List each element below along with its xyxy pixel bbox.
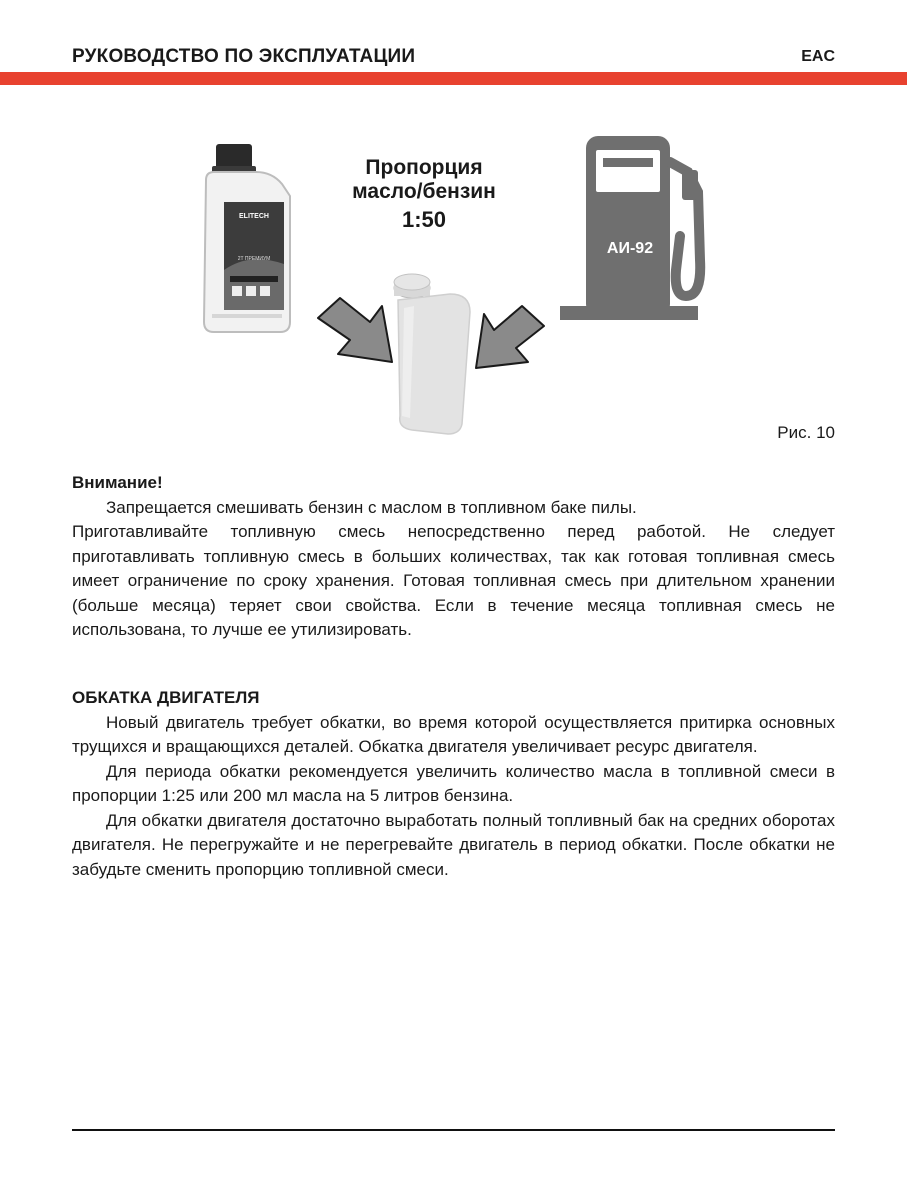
figure-caption: Рис. 10	[777, 423, 835, 442]
attention-heading: Внимание!	[72, 473, 163, 492]
footer-divider	[72, 1129, 835, 1131]
oil-bottle-product: 2Т ПРЕМИУМ	[237, 256, 271, 262]
attention-paragraph: Приготавливайте топливную смесь непосредственно перед работой. Не следует приготавливать топливную смесь в больших количествах, так как готовая топливная смесь имеет ограничение по сроку хранения. Готовая топливная смесь при длительном хранении (больше месяца) теряет свои свойства. Если в течение месяца топливная смесь не использована, то лучше ее утилизировать.	[72, 522, 835, 639]
pump-fuel-grade: АИ-92	[606, 240, 654, 257]
attention-section	[72, 471, 835, 643]
arrow-icon	[318, 298, 392, 362]
eac-mark: EAC	[801, 48, 835, 65]
attention-paragraph: Запрещается смешивать бензин с маслом в топливном баке пилы.	[106, 497, 637, 517]
fuel-mix-figure	[0, 100, 907, 440]
header-accent-bar	[0, 72, 907, 85]
canister-icon	[394, 274, 470, 434]
header-title: РУКОВОДСТВО ПО ЭКСПЛУАТАЦИИ	[72, 46, 416, 67]
break-in-heading: ОБКАТКА ДВИГАТЕЛЯ	[72, 688, 260, 707]
arrow-icon	[476, 306, 544, 368]
break-in-paragraph: Для обкатки двигателя достаточно выработать полный топливный бак на средних оборотах двигателя. Не перегружайте и не перегревайте двигатель в период обкатки. После обкатки не забудьте сменить пропорцию топливной смеси.	[72, 810, 835, 879]
break-in-paragraph: Новый двигатель требует обкатки, во время которой осуществляется притирка основных трущихся и вращающихся деталей. Обкатка двигателя увеличивает ресурс двигателя.	[72, 712, 835, 756]
ratio-label-line2: масло/бензин	[352, 180, 496, 203]
oil-bottle-icon	[204, 144, 290, 332]
ratio-value: 1:50	[401, 207, 447, 232]
oil-bottle-brand: ELITECH	[239, 213, 269, 220]
ratio-label-line1: Пропорция	[365, 156, 483, 179]
fuel-pump-icon	[560, 136, 700, 320]
break-in-paragraph: Для периода обкатки рекомендуется увеличить количество масла в топливной смеси в пропорции 1:25 или 200 мл масла на 5 литров бензина.	[72, 761, 835, 805]
break-in-section	[72, 686, 835, 882]
